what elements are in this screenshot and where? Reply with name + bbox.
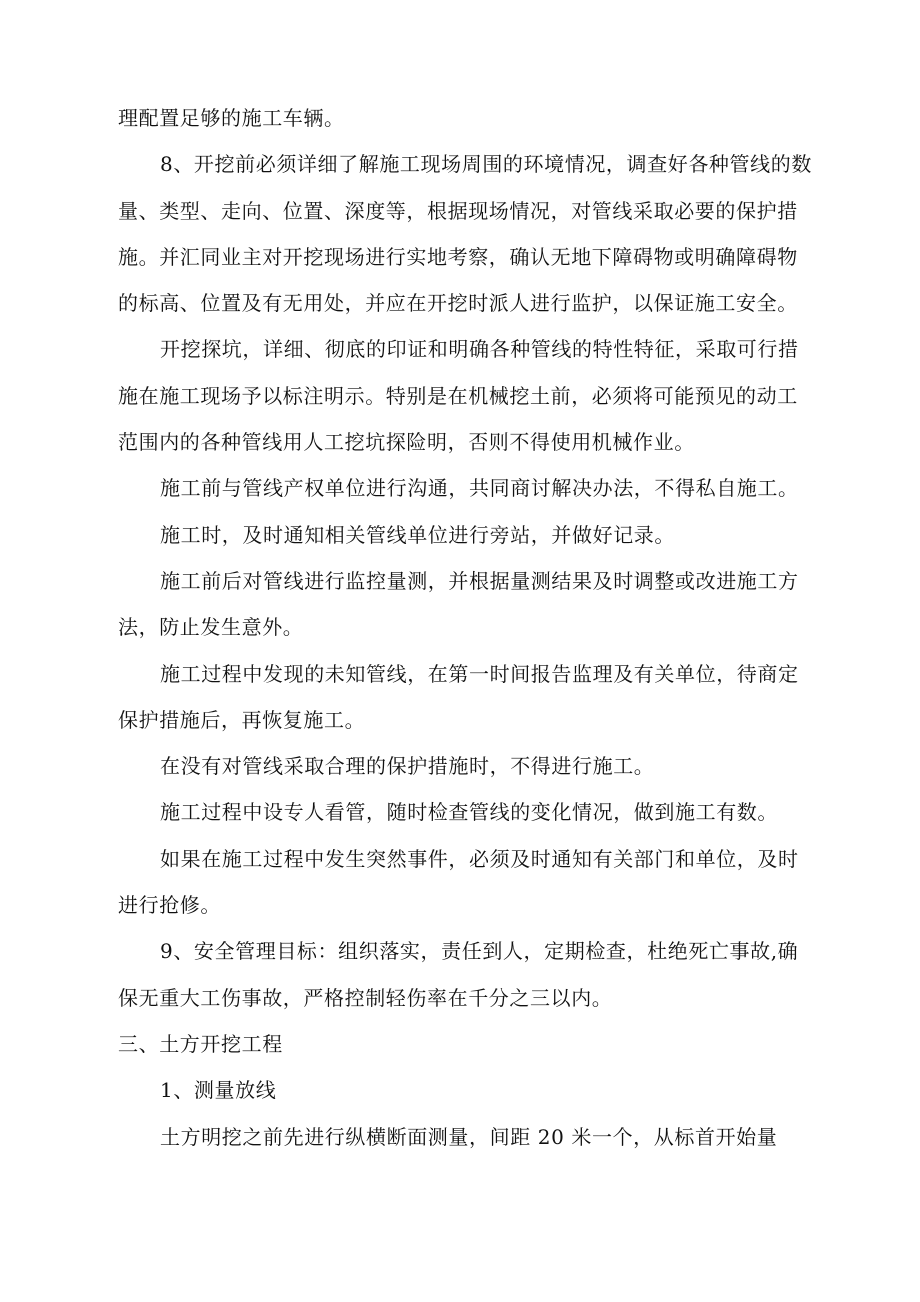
subheading-survey-layout: 1、测量放线 [160, 1078, 277, 1103]
paragraph-vehicle-config: 理配置足够的施工车辆。 [118, 106, 345, 130]
paragraph-notify-units: 施工时，及时通知相关管线单位进行旁站，并做好记录。 [160, 522, 675, 547]
paragraph-unknown-pipelines: 施工过程中发现的未知管线，在第一时间报告监理及有关单位，待商定保护措施后，再恢复施工。 [118, 661, 799, 732]
paragraph-emergency: 如果在施工过程中发生突然事件，必须及时通知有关部门和单位，及时进行抢修。 [118, 846, 799, 918]
paragraph-owner-communication: 施工前与管线产权单位进行沟通，共同商讨解决办法，不得私自施工。 [160, 476, 799, 501]
section-heading-earthwork: 三、土方开挖工程 [118, 1031, 283, 1056]
paragraph-item-9-safety-goal: 9、安全管理目标：组织落实，责任到人，定期检查，杜绝死亡事故,确保无重大工伤事故，严格控制轻伤率在千分之三以内。 [118, 939, 799, 1010]
paragraph-monitoring: 施工前后对管线进行监控量测，并根据量测结果及时调整或改进施工方法，防止发生意外。 [118, 568, 799, 640]
paragraph-item-8-excavation-survey: 8、开挖前必须详细了解施工现场周围的环境情况，调查好各种管线的数量、类型、走向、位置、深度等，根据现场情况，对管线采取必要的保护措施。并汇同业主对开挖现场进行实地考察，确认无地下障碍物或明确障碍物的标高、位置及有无用处，并应在开挖时派人进行监护，以保证施工安全。 [118, 152, 812, 316]
paragraph-test-pit: 开挖探坑，详细、彻底的印证和明确各种管线的特性特征，采取可行措施在施工现场予以标注明示。特别是在机械挖土前，必须将可能预见的动工范围内的各种管线用人工挖坑探险明，否则不得使用机械作业。 [118, 337, 799, 455]
document-body [118, 95, 818, 1160]
paragraph-no-protection: 在没有对管线采取合理的保护措施时，不得进行施工。 [160, 754, 655, 779]
paragraph-cross-section-survey: 土方明挖之前先进行纵横断面测量，间距 20 米一个，从标首开始量 [160, 1124, 778, 1149]
paragraph-supervision: 施工过程中设专人看管，随时检查管线的变化情况，做到施工有数。 [160, 800, 778, 825]
